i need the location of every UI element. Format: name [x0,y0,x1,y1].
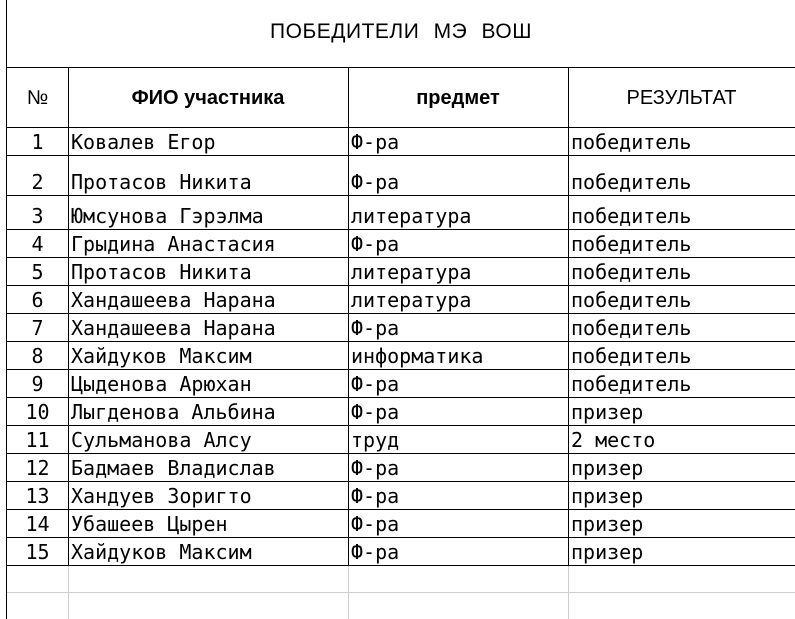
page-title: ПОБЕДИТЕЛИ МЭ ВОШ [270,20,532,43]
row-number: 10 [25,400,50,424]
row-number: 2 [31,170,44,194]
column-border [348,67,349,566]
row-border [7,195,795,196]
col-header-number: № [26,87,49,109]
row-number: 15 [25,540,50,564]
row-number: 6 [31,288,44,312]
empty-column-border [348,566,349,619]
header-bottom-border [7,127,795,128]
row-border [7,229,795,230]
result: победитель [571,344,692,368]
participant-name: Сульманова Алсу [71,428,252,452]
empty-column-border [568,566,569,619]
col-header-name: ФИО участника [131,87,285,109]
empty-row-border [7,592,795,593]
subject: Ф-ра [351,456,400,480]
row-border [7,425,795,426]
participant-name: Хандуев Зоригто [71,484,252,508]
participant-name: Ковалев Егор [71,130,216,154]
participant-name: Лыгденова Альбина [71,400,276,424]
participant-name: Хандашеева Нарана [71,316,276,340]
subject: Ф-ра [351,130,400,154]
result: призер [571,540,644,564]
header-top-border [7,67,795,68]
row-border [7,285,795,286]
subject: литература [351,260,472,284]
result: призер [571,400,644,424]
row-number: 8 [31,344,44,368]
result: победитель [571,170,692,194]
result: победитель [571,260,692,284]
subject: Ф-ра [351,400,400,424]
row-number: 7 [31,316,44,340]
row-border [7,397,795,398]
result: победитель [571,288,692,312]
row-border [7,537,795,538]
result: победитель [571,204,692,228]
row-number: 5 [31,260,44,284]
row-border [7,155,795,156]
subject: труд [351,428,400,452]
participant-name: Грыдина Анастасия [71,232,276,256]
subject: Ф-ра [351,170,400,194]
empty-column-border [68,566,69,619]
subject: Ф-ра [351,372,400,396]
row-border [7,565,795,566]
participant-name: Хандашеева Нарана [71,288,276,312]
column-border [68,67,69,566]
row-number: 13 [25,484,50,508]
result: призер [571,456,644,480]
col-header-result: РЕЗУЛЬТАТ [626,87,737,109]
participant-name: Убашеев Цырен [71,512,228,536]
row-number: 1 [31,130,44,154]
participant-name: Юмсунова Гэрэлма [71,204,264,228]
row-number: 12 [25,456,50,480]
row-border [7,257,795,258]
result: победитель [571,232,692,256]
participant-name: Хайдуков Максим [71,540,252,564]
row-number: 4 [31,232,44,256]
subject: литература [351,288,472,312]
subject: литература [351,204,472,228]
col-header-subject: предмет [416,87,500,109]
result: призер [571,484,644,508]
result: победитель [571,316,692,340]
participant-name: Протасов Никита [71,260,252,284]
subject: Ф-ра [351,512,400,536]
result: победитель [571,372,692,396]
participant-name: Хайдуков Максим [71,344,252,368]
result: 2 место [571,428,656,452]
participant-name: Цыденова Арюхан [71,372,252,396]
subject: Ф-ра [351,540,400,564]
subject: Ф-ра [351,316,400,340]
row-number: 11 [25,428,50,452]
result: победитель [571,130,692,154]
row-number: 3 [31,204,44,228]
row-number: 9 [31,372,44,396]
row-border [7,453,795,454]
participant-name: Протасов Никита [71,170,252,194]
subject: информатика [351,344,484,368]
result: призер [571,512,644,536]
row-border [7,369,795,370]
row-number: 14 [25,512,50,536]
subject: Ф-ра [351,484,400,508]
subject: Ф-ра [351,232,400,256]
row-border [7,509,795,510]
participant-name: Бадмаев Владислав [71,456,276,480]
column-border [568,67,569,566]
row-border [7,481,795,482]
row-border [7,313,795,314]
row-border [7,341,795,342]
